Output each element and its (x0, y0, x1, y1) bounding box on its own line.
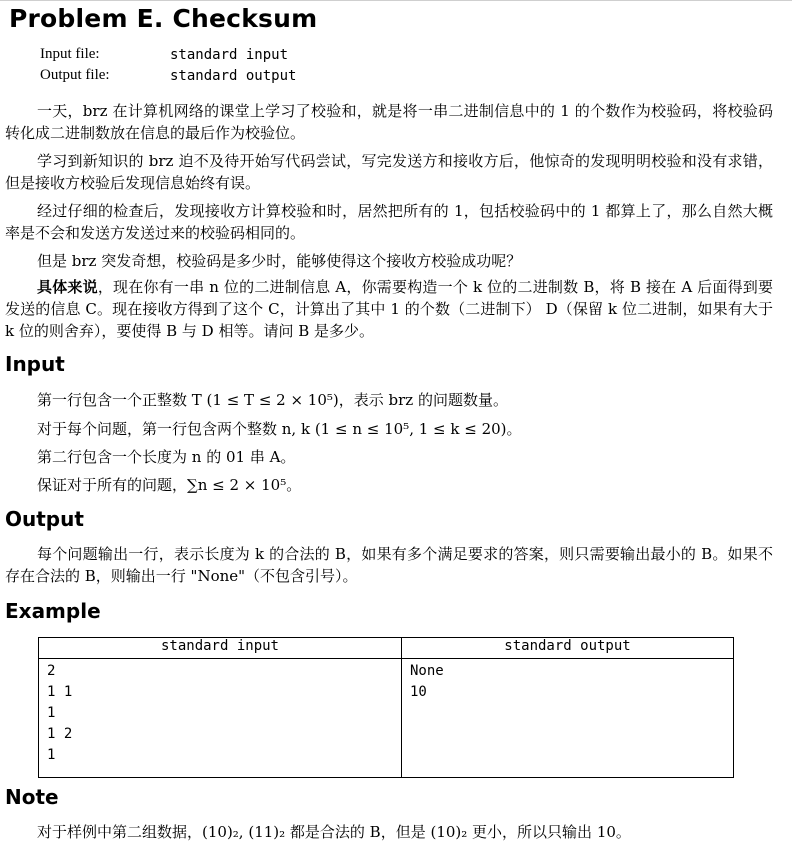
input-file-value: standard input (170, 46, 289, 63)
sample-input-line: 1 2 (47, 726, 73, 742)
input-file-label: Input file: (40, 46, 100, 62)
statement-paragraph-1: 一天，brz 在计算机网络的课堂上学习了校验和，就是将一串二进制信息中的 1 的个数作为校验码，将校验码转化成二进制数放在信息的最后作为校验位。 (5, 102, 773, 142)
io-file-info (40, 44, 296, 86)
input-line-1: 第一行包含一个正整数 T (1 ≤ T ≤ 2 × 10⁵)，表示 brz 的问题数量。 (37, 391, 508, 409)
output-file-label: Output file: (40, 67, 110, 83)
example-input-header: standard input (39, 638, 402, 659)
sample-output-line: 10 (410, 684, 427, 700)
problem-title: Problem E. Checksum (9, 4, 318, 33)
example-output-header: standard output (402, 638, 734, 659)
statement-paragraph-4: 但是 brz 突发奇想，校验码是多少时，能够使得这个接收方校验成功呢？ (37, 252, 522, 270)
sample-input-line: 1 (47, 747, 56, 763)
input-line-2: 对于每个问题，第一行包含两个整数 n, k (1 ≤ n ≤ 10⁵, 1 ≤ k ≤ 20)。 (37, 420, 522, 438)
statement-paragraph-3: 经过仔细的检查后，发现接收方计算校验和时，居然把所有的 1，包括校验码中的 1 都算上了，那么自然大概率是不会和发送方发送过来的校验码相同的。 (5, 202, 773, 242)
note-heading: Note (5, 785, 59, 809)
statement-paragraph-2: 学习到新知识的 brz 迫不及待开始写代码尝试，写完发送方和接收方后，他惊奇的发现明明校验和没有求错，但是接收方校验后发现信息始终有误。 (5, 152, 773, 192)
example-table (38, 637, 734, 778)
output-description: 每个问题输出一行，表示长度为 k 的合法的 B，如果有多个满足要求的答案，则只需要输出最小的 B。如果不存在合法的 B，则输出一行 "None"（不包含引号）。 (5, 545, 773, 585)
example-heading: Example (5, 599, 101, 623)
example-input-cell (39, 659, 402, 778)
sample-input-line: 1 1 (47, 684, 73, 700)
sample-output-line: None (410, 663, 444, 679)
input-line-3: 第二行包含一个长度为 n 的 01 串 A。 (37, 448, 296, 466)
specifically-label: 具体来说 (37, 278, 98, 296)
note-text: 对于样例中第二组数据，(10)₂, (11)₂ 都是合法的 B，但是 (10)₂ 更小，所以只输出 10。 (37, 823, 631, 841)
top-rule (0, 0, 792, 1)
output-file-value: standard output (170, 67, 297, 84)
example-output-cell (402, 659, 734, 778)
output-heading: Output (5, 507, 84, 531)
sample-input-line: 1 (47, 705, 56, 721)
statement-paragraph-5 (5, 276, 773, 342)
input-file-row (40, 44, 296, 65)
output-file-row (40, 65, 296, 86)
input-line-4: 保证对于所有的问题，∑n ≤ 2 × 10⁵。 (37, 476, 302, 494)
statement-paragraph-5-text: ，现在你有一串 n 位的二进制信息 A，你需要构造一个 k 位的二进制数 B，将 B 接在 A 后面得到要发送的信息 C。现在接收方得到了这个 C，计算出了其中 1 的个数（二进制下） D（保留 k 位二进制，如果有大于 k 位的则舍弃），要使得 B 与 D 相等。请问 B 是多少。 (5, 278, 773, 340)
sample-input-line: 2 (47, 663, 56, 679)
input-heading: Input (5, 352, 65, 376)
